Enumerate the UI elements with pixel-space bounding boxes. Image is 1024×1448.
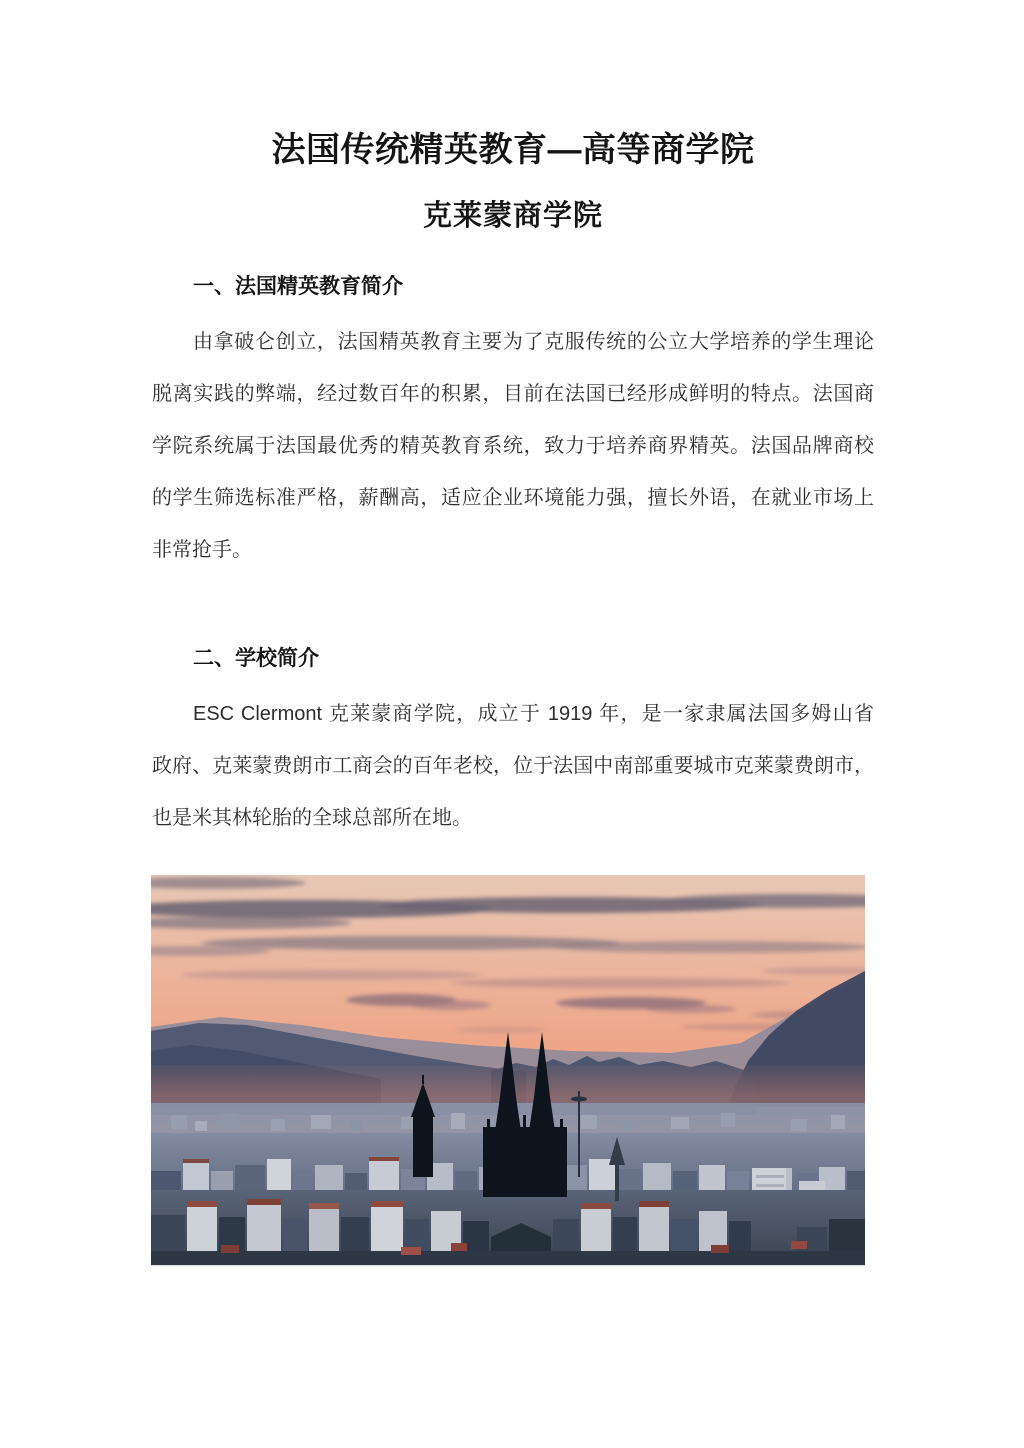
section-heading: 一、法国精英教育简介 — [193, 275, 403, 298]
city-photo-illustration — [151, 875, 865, 1265]
text-line: 由拿破仑创立，法国精英教育主要为了克服传统的公立大学培养的学生理论 — [193, 331, 874, 353]
text-line: 非常抢手。 — [152, 539, 252, 561]
paragraph — [152, 688, 874, 844]
text-line: 脱离实践的弊端，经过数百年的积累，目前在法国已经形成鲜明的特点。法国商 — [152, 383, 874, 405]
text-line: ESC Clermont 克莱蒙商学院，成立于 1919 年，是一家隶属法国多姆山省 — [193, 703, 874, 725]
text-line: 学院系统属于法国最优秀的精英教育系统，致力于培养商界精英。法国品牌商校 — [152, 435, 874, 457]
text-line: 也是米其林轮胎的全球总部所在地。 — [152, 807, 472, 829]
section-france-elite-education — [152, 276, 874, 576]
document-content — [0, 132, 1024, 1266]
section-heading: 二、学校简介 — [193, 647, 319, 670]
section-school-intro — [152, 648, 874, 844]
page-subtitle: 克莱蒙商学院 — [422, 200, 603, 232]
paragraph — [152, 316, 874, 576]
text-line: 的学生筛选标准严格，薪酬高，适应企业环境能力强，擅长外语，在就业市场上 — [152, 487, 874, 509]
page-title: 法国传统精英教育—高等商学院 — [271, 131, 755, 169]
city-photo — [151, 875, 865, 1266]
text-line: 政府、克莱蒙费朗市工商会的百年老校，位于法国中南部重要城市克莱蒙费朗市， — [152, 755, 874, 777]
